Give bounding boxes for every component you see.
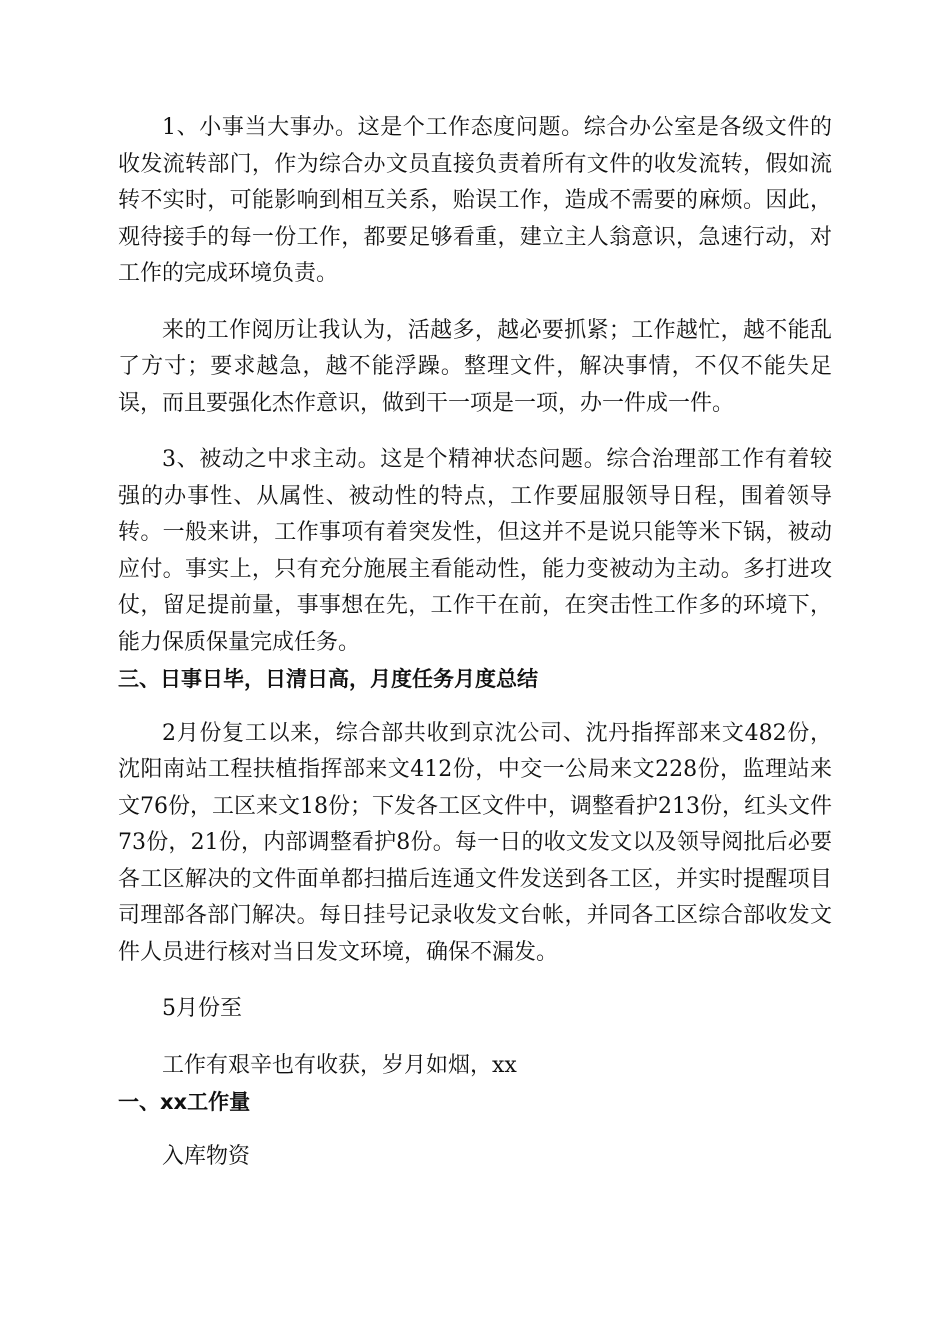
paragraph-document-statistics: 2月份复工以来，综合部共收到京沈公司、沈丹指挥部来文482份，沈阳南站工程扶植指挥部来文412份，中交一公局来文228份，监理站来文76份，工区来文18份；下发各工区文件中，调整看护213份，红头文件73份，21份，内部调整看护8份。每一日的收文发文以及领导阅批后必要各工区解决的文件面单都扫描后连通文件发送到各工区，并实时提醒项目司理部各部门解决。每日挂号记录收发文台帐，并同各工区综合部收发文件人员进行核对当日发文环境，确保不漏发。 bbox=[118, 720, 832, 965]
paragraph-small-matters: 1、小事当大事办。这是个工作态度问题。综合办公室是各级文件的收发流转部门，作为综合办文员直接负责着所有文件的收发流转，假如流转不实时，可能影响到相互关系，贻误工作，造成不需要的麻烦。因此，观待接手的每一份工作，都要足够看重，建立主人翁意识，急速行动，对工作的完成环境负责。 bbox=[118, 115, 832, 286]
paragraph-hardship: 工作有艰辛也有收获，岁月如烟，xx bbox=[162, 1052, 517, 1078]
section-heading-one: 一、xx工作量 bbox=[118, 1090, 251, 1114]
paragraph-may: 5月份至 bbox=[162, 996, 242, 1021]
section-heading-three: 三、日事日毕，日清日高，月度任务月度总结 bbox=[118, 667, 538, 691]
paragraph-inbound-materials: 入库物资 bbox=[162, 1143, 251, 1169]
paragraph-passive-to-active: 3、被动之中求主动。这是个精神状态问题。综合治理部工作有着较强的办事性、从属性、被动性的特点，工作要屈服领导日程，围着领导转。一般来讲，工作事项有着突发性，但这并不是说只能等米下锅，被动应付。事实上，只有充分施展主看能动性，能力变被动为主动。多打进攻仗，留足提前量，事事想在先，工作干在前，在突击性工作多的环境下，能力保质保量完成任务。 bbox=[118, 447, 832, 655]
document-page bbox=[118, 110, 832, 1175]
paragraph-work-experience: 来的工作阅历让我认为，活越多，越必要抓紧；工作越忙，越不能乱了方寸；要求越急，越不能浮躁。整理文件，解决事情，不仅不能失足误，而且要强化杰作意识，做到干一项是一项，办一件成一件。 bbox=[118, 317, 832, 416]
